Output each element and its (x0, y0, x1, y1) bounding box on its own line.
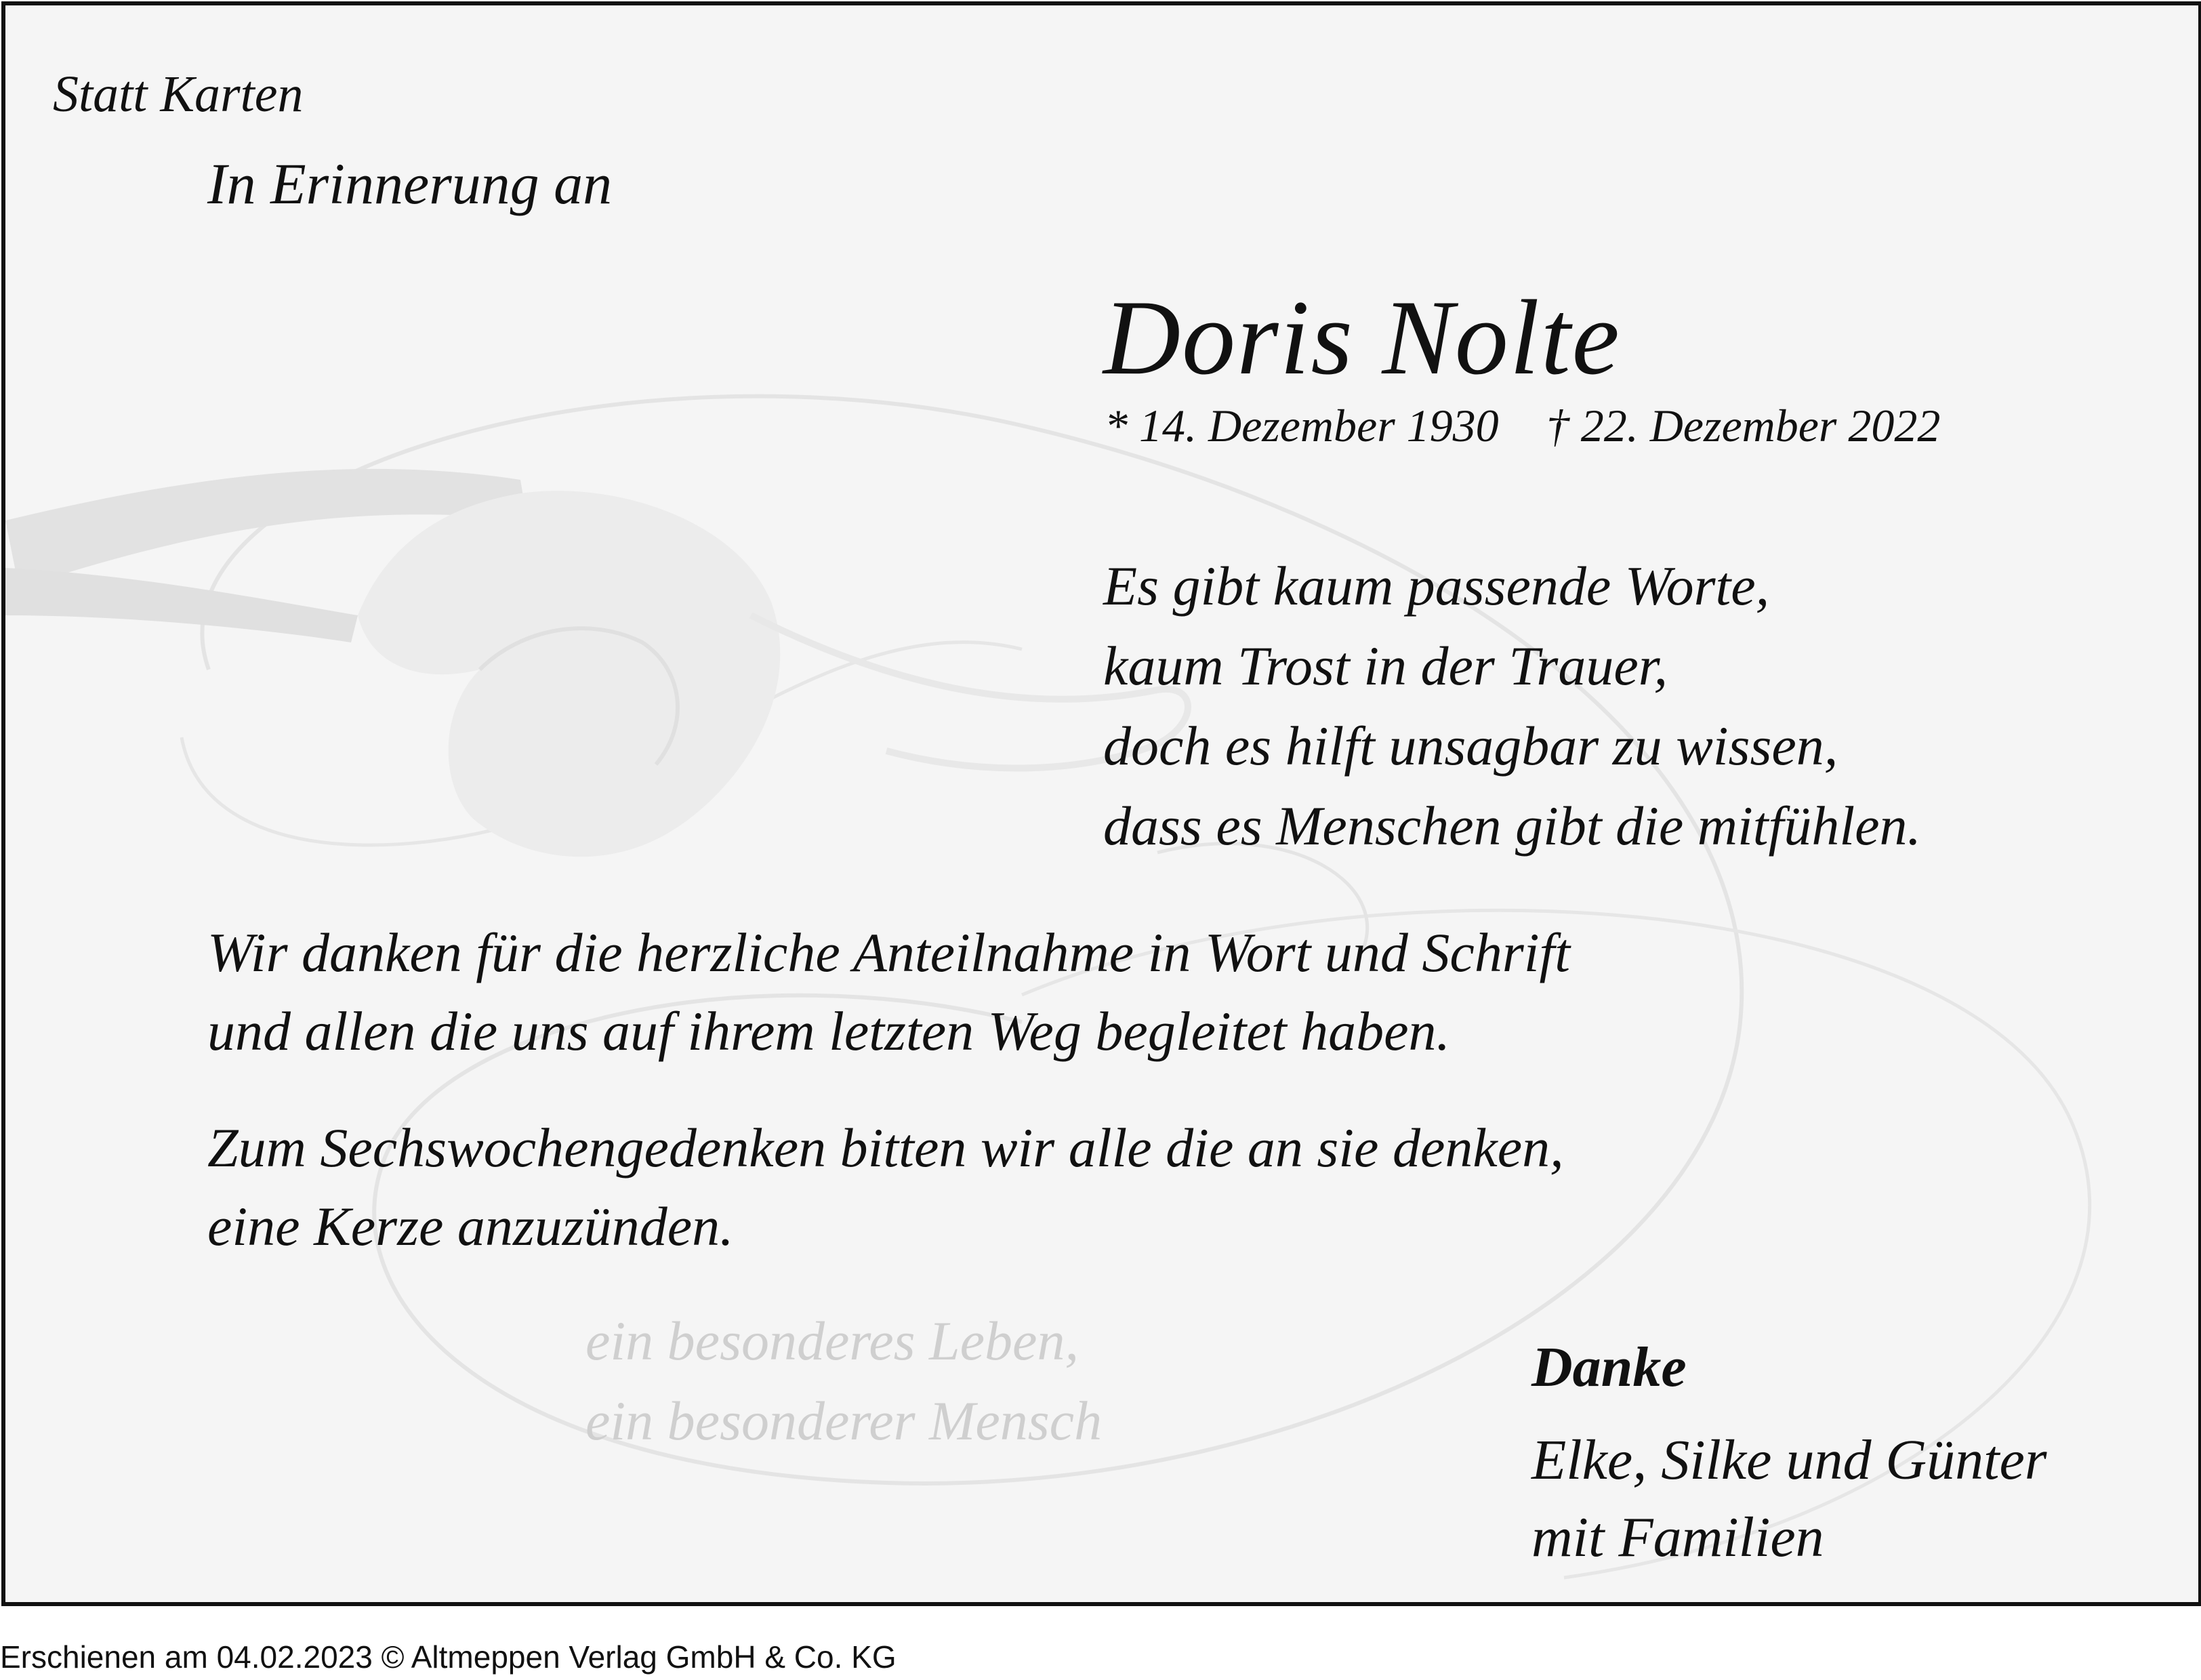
header-statt-karten: Statt Karten (53, 66, 304, 123)
obituary-card (1, 1, 2201, 1606)
memorial-paragraph: Zum Sechswochengedenken bitten wir alle die an sie denken, eine Kerze anzuzünden. (207, 1117, 1564, 1257)
life-dates (1105, 398, 1940, 454)
poem: Es gibt kaum passende Worte, kaum Trost in der Trauer, doch es hilft unsagbar zu wissen, dass es Menschen gibt die mitfühlen. (1103, 555, 1922, 857)
faint-quote: ein besonderes Leben, ein besonderer Mensch (585, 1310, 1103, 1452)
thanks-paragraph: Wir danken für die herzliche Anteilnahme in Wort und Schrift und allen die uns auf ihrem letzten Weg begleitet haben. (207, 922, 1571, 1062)
signers: Elke, Silke und Günter mit Familien (1531, 1429, 2047, 1569)
closing-danke: Danke (1531, 1336, 1687, 1399)
intro-line: In Erinnerung an (207, 151, 613, 216)
deceased-name: Doris Nolte (1103, 279, 1621, 397)
birth-date: * 14. Dezember 1930 (1105, 400, 1499, 451)
publication-footer: Erschienen am 04.02.2023 © Altmeppen Verlag GmbH & Co. KG (0, 1639, 897, 1675)
death-date: † 22. Dezember 2022 (1546, 400, 1941, 451)
